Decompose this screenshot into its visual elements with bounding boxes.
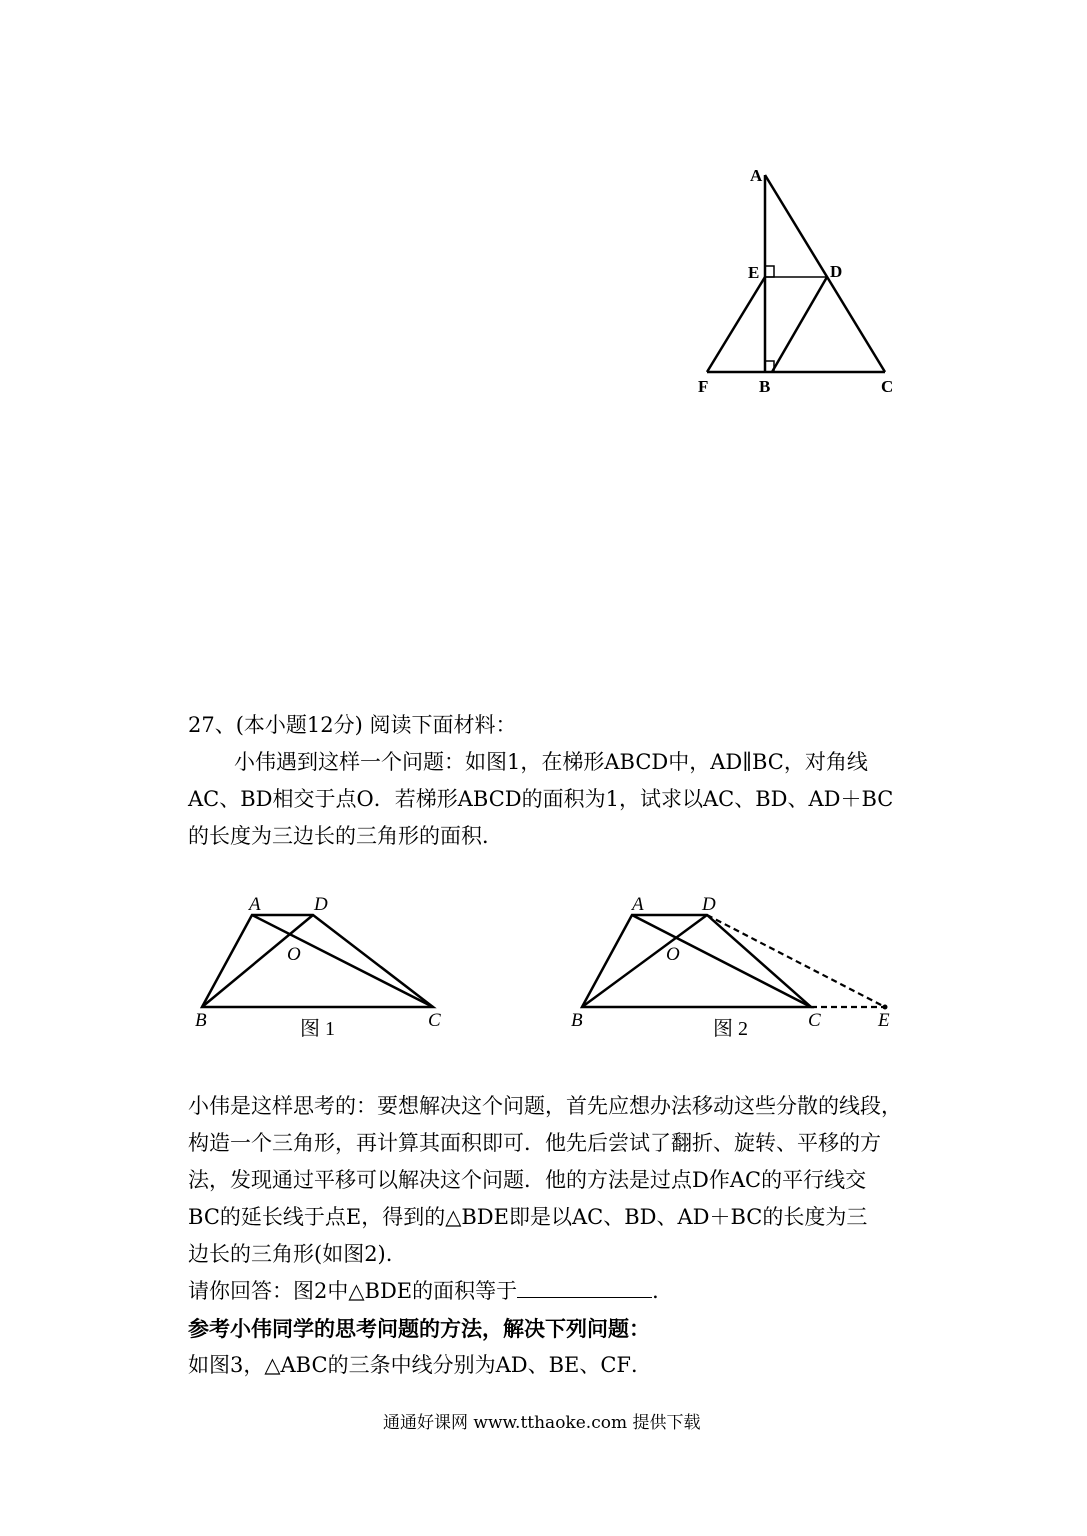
- problem-line-3: 的长度为三边长的三角形的面积．: [188, 824, 503, 848]
- segment-bd: [772, 277, 827, 372]
- label-f: F: [698, 377, 709, 396]
- figure3-line: 如图3，△ABC的三条中线分别为AD、BE、CF．: [188, 1353, 652, 1377]
- geometry-figure-top: [690, 160, 910, 400]
- label-e: E: [748, 263, 760, 282]
- question-end: ．: [652, 1279, 674, 1303]
- fig1-label-a: A: [249, 894, 261, 915]
- diagonal-ac: [252, 915, 433, 1007]
- problem-line-2: AC、BD相交于点O．若梯形ABCD的面积为1，试求以AC、BD、AD＋BC: [188, 787, 894, 811]
- fig1-label-o: O: [287, 944, 301, 965]
- reasoning-line-1: 小伟是这样思考的：要想解决这个问题，首先应想办法移动这些分散的线段，: [188, 1094, 902, 1118]
- question-line: [188, 1273, 673, 1310]
- trapezoid-abcd: [202, 915, 433, 1007]
- label-c: C: [881, 377, 894, 396]
- fig2-label-c: C: [808, 1010, 821, 1031]
- label-b: B: [759, 377, 771, 396]
- segment-fe: [707, 277, 765, 372]
- fig2-label-o: O: [666, 944, 680, 965]
- label-d: D: [830, 262, 843, 281]
- question-ask: 请你回答：图2中△BDE的面积等于: [188, 1279, 518, 1303]
- diagonal-bd: [582, 915, 707, 1007]
- trapezoid-abcd: [582, 915, 811, 1007]
- problem-line-1: 小伟遇到这样一个问题：如图1，在梯形ABCD中，AD∥BC，对角线: [234, 750, 868, 774]
- fig2-label-b: B: [571, 1010, 583, 1031]
- method-instruction: 参考小伟同学的思考问题的方法，解决下列问题：: [188, 1316, 650, 1341]
- fig2-caption: 图 2: [713, 1018, 748, 1040]
- reasoning-line-3: 法，发现通过平移可以解决这个问题．他的方法是过点D作AC的平行线交: [188, 1168, 867, 1192]
- point-e: [883, 1005, 888, 1010]
- fig1-label-d: D: [314, 894, 328, 915]
- answer-blank[interactable]: [517, 1277, 652, 1298]
- figure-1: [185, 885, 455, 1045]
- reasoning-line-5: 边长的三角形(如图2).: [188, 1242, 393, 1266]
- right-angle-mark-e: [765, 266, 774, 277]
- fig2-label-d: D: [702, 894, 716, 915]
- problem-header: 27、(本小题12分) 阅读下面材料：: [188, 713, 517, 737]
- fig1-label-c: C: [428, 1010, 441, 1031]
- fig1-caption: 图 1: [300, 1018, 335, 1040]
- figure-2: [565, 885, 910, 1045]
- fig2-label-a: A: [632, 894, 644, 915]
- reasoning-line-4: BC的延长线于点E，得到的△BDE即是以AC、BD、AD＋BC的长度为三: [188, 1205, 868, 1229]
- footer-text: 通通好课网 www.tthaoke.com 提供下载: [383, 1413, 701, 1433]
- label-a: A: [750, 166, 763, 185]
- reasoning-line-2: 构造一个三角形，再计算其面积即可．他先后尝试了翻折、旋转、平移的方: [188, 1131, 881, 1155]
- fig2-label-e: E: [878, 1010, 890, 1031]
- segment-ac: [765, 175, 885, 372]
- fig1-label-b: B: [195, 1010, 207, 1031]
